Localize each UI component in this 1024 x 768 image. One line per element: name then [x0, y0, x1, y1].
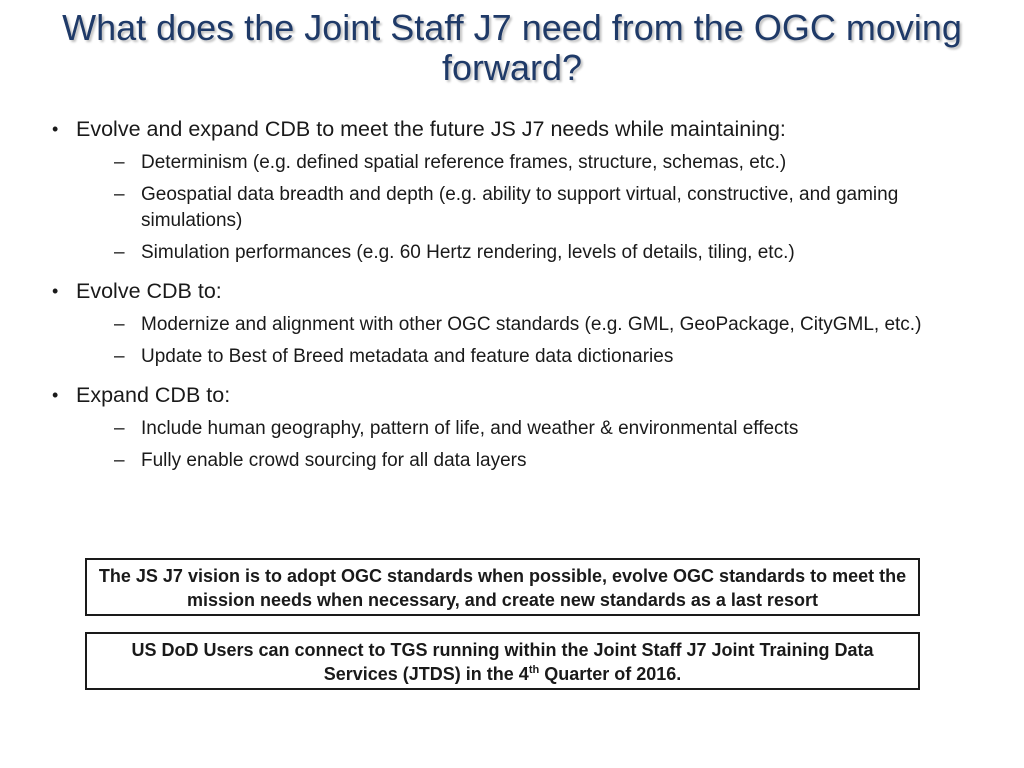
- bullet-text: Expand CDB to:: [76, 383, 231, 407]
- bullet-text: Evolve CDB to:: [76, 279, 222, 303]
- bullet-dot-icon: •: [52, 281, 59, 301]
- sub-bullet-list: [76, 150, 968, 266]
- dash-icon: –: [114, 242, 125, 263]
- access-callout-box: [85, 632, 920, 690]
- sub-bullet-text: Geospatial data breadth and depth (e.g. ability to support virtual, constructive, and gaming simulations): [141, 184, 899, 231]
- bullet-item: [48, 278, 968, 370]
- sub-bullet-item: [76, 312, 968, 338]
- ordinal-superscript: th: [528, 664, 540, 676]
- sub-bullet-item: [76, 416, 968, 442]
- slide-title: What does the Joint Staff J7 need from the OGC moving forward?: [62, 7, 962, 88]
- sub-bullet-text: Fully enable crowd sourcing for all data layers: [141, 450, 527, 471]
- sub-bullet-text: Modernize and alignment with other OGC standards (e.g. GML, GeoPackage, CityGML, etc.): [141, 314, 922, 335]
- sub-bullet-list: [76, 312, 968, 370]
- bullet-dot-icon: •: [52, 385, 59, 405]
- sub-bullet-item: [76, 344, 968, 370]
- sub-bullet-item: [76, 240, 968, 266]
- vision-callout-text: The JS J7 vision is to adopt OGC standards when possible, evolve OGC standards to meet the mission needs when necessary, and create new standards as a last resort: [98, 566, 907, 610]
- bullet-text: Evolve and expand CDB to meet the future JS J7 needs while maintaining:: [76, 117, 786, 141]
- sub-bullet-item: [76, 150, 968, 176]
- bullet-list: [48, 116, 968, 486]
- bullet-item: [48, 382, 968, 474]
- sub-bullet-text: Determinism (e.g. defined spatial reference frames, structure, schemas, etc.): [141, 152, 787, 173]
- sub-bullet-text: Simulation performances (e.g. 60 Hertz rendering, levels of details, tiling, etc.): [141, 242, 795, 263]
- dash-icon: –: [114, 450, 125, 471]
- sub-bullet-text: Update to Best of Breed metadata and feature data dictionaries: [141, 346, 674, 367]
- sub-bullet-item: [76, 182, 968, 234]
- dash-icon: –: [114, 418, 125, 439]
- dash-icon: –: [114, 152, 125, 173]
- vision-callout-box: [85, 558, 920, 616]
- dash-icon: –: [114, 346, 125, 367]
- sub-bullet-list: [76, 416, 968, 474]
- bullet-item: [48, 116, 968, 266]
- dash-icon: –: [114, 314, 125, 335]
- access-callout-text-end: Quarter of 2016.: [539, 664, 682, 684]
- sub-bullet-item: [76, 448, 968, 474]
- dash-icon: –: [114, 184, 125, 205]
- bullet-dot-icon: •: [52, 119, 59, 139]
- sub-bullet-text: Include human geography, pattern of life, and weather & environmental effects: [141, 418, 799, 439]
- access-callout-text: US DoD Users can connect to TGS running within the Joint Staff J7 Joint Training Data Services (JTDS) in the 4: [131, 640, 874, 684]
